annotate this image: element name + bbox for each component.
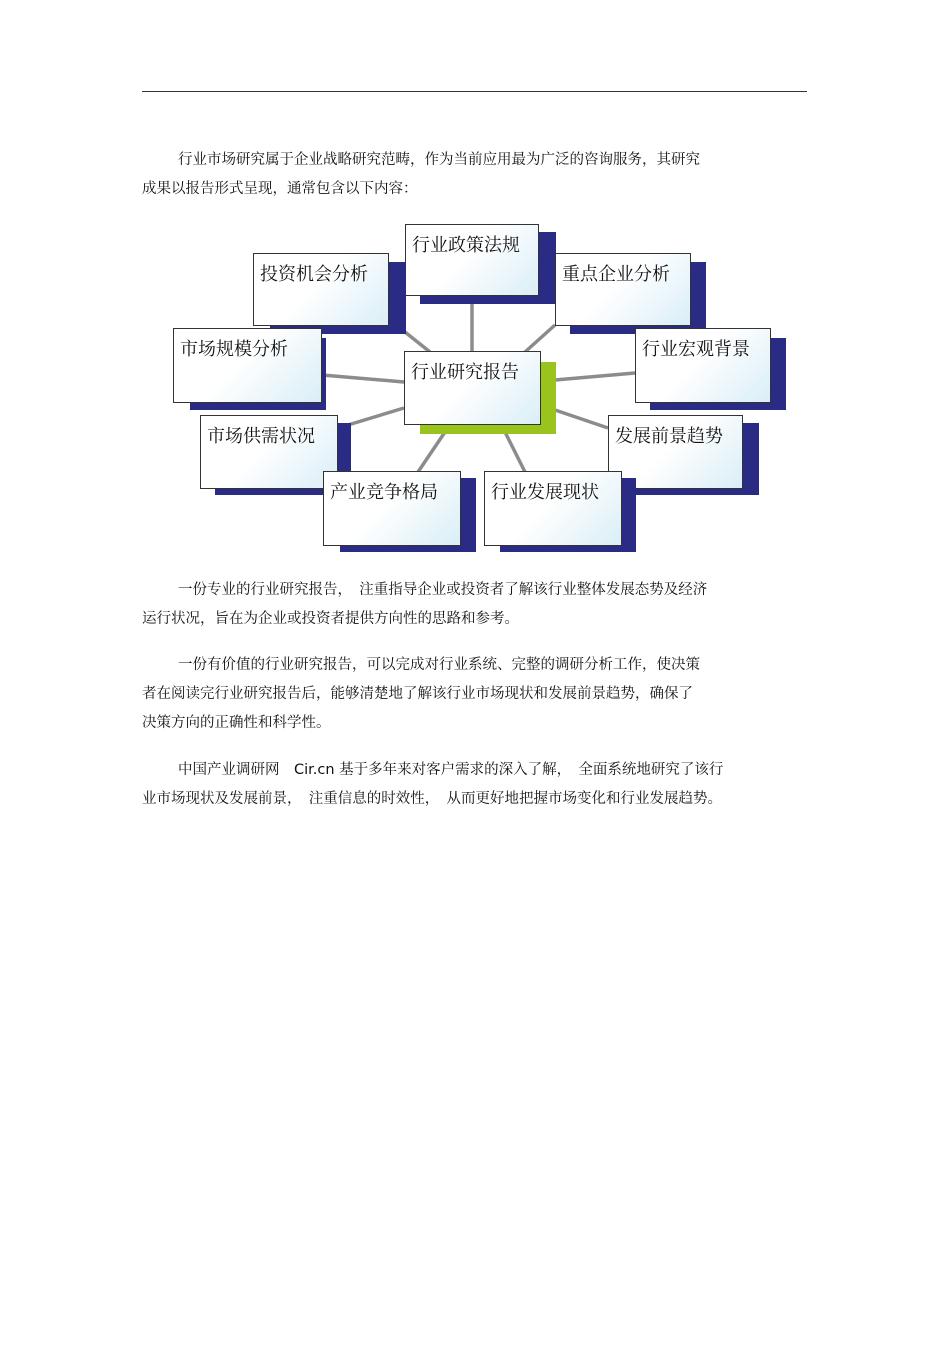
node-macro: 行业宏观背景 [635, 328, 771, 403]
node-market-scale: 市场规模分析 [173, 328, 322, 403]
paragraph-3-line-3: 决策方向的正确性和科学性。 [142, 715, 331, 731]
connector-status [505, 432, 525, 472]
node-outlook: 发展前景趋势 [608, 415, 743, 489]
connector-market-scale [322, 375, 404, 382]
node-key-enterprise: 重点企业分析 [555, 253, 691, 326]
paragraph-4-line-2: 业市场现状及发展前景， 注重信息的时效性， 从而更好地把握市场变化和行业发展趋势。 [142, 791, 722, 807]
intro-line-2: 成果以报告形式呈现，通常包含以下内容： [142, 181, 418, 197]
node-status: 行业发展现状 [484, 471, 622, 546]
node-center-report: 行业研究报告 [404, 351, 541, 425]
paragraph-2 [142, 576, 807, 634]
paragraph-4-line-1: 中国产业调研网 Cir.cn 基于多年来对客户需求的深入了解， 全面系统地研究了该行 [178, 762, 724, 778]
node-investment: 投资机会分析 [253, 253, 389, 326]
paragraph-3-line-2: 者在阅读完行业研究报告后，能够清楚地了解该行业市场现状和发展前景趋势，确保了 [142, 686, 693, 702]
node-competition: 产业竞争格局 [323, 471, 461, 546]
intro-line-1: 行业市场研究属于企业战略研究范畴，作为当前应用最为广泛的咨询服务，其研究 [178, 152, 700, 168]
node-supply-demand: 市场供需状况 [200, 415, 338, 489]
paragraph-3-line-1: 一份有价值的行业研究报告，可以完成对行业系统、完整的调研分析工作，使决策 [178, 657, 700, 673]
connector-key-enterprise [525, 325, 555, 352]
paragraph-3 [142, 651, 807, 738]
connector-competition [418, 432, 445, 472]
node-policy: 行业政策法规 [405, 224, 539, 296]
connector-outlook [555, 410, 608, 428]
paragraph-4 [142, 756, 807, 814]
paragraph-2-line-2: 运行状况，旨在为企业或投资者提供方向性的思路和参考。 [142, 611, 519, 627]
paragraph-2-line-1: 一份专业的行业研究报告， 注重指导企业或投资者了解该行业整体发展态势及经济 [178, 582, 708, 598]
connector-macro [555, 373, 635, 380]
